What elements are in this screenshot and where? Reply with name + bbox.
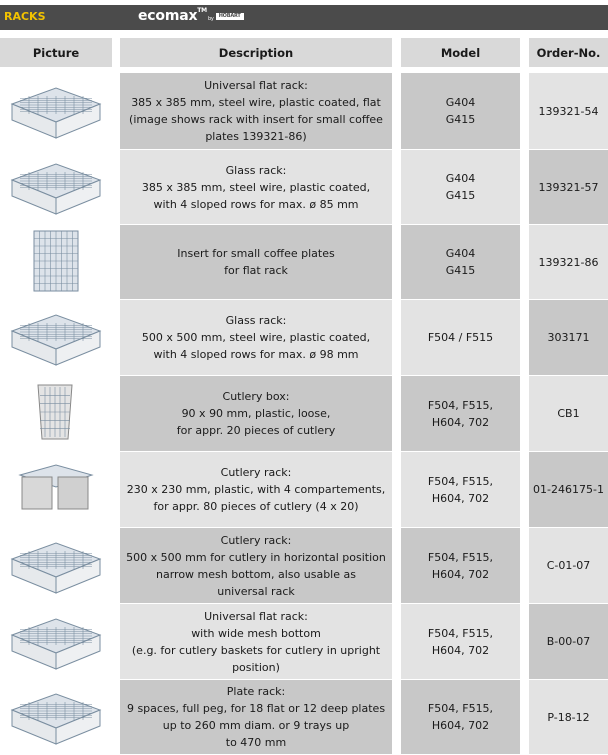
model-cell-line: H604, 702 [431, 491, 490, 505]
order-number-cell-line: 139321-86 [538, 255, 599, 269]
model-cell [401, 73, 520, 149]
description-cell-line: narrow mesh bottom, also usable as [156, 567, 356, 581]
order-number-cell-line: CB1 [557, 407, 580, 420]
order-number-cell [529, 300, 608, 375]
model-cell-line: G404 [445, 96, 476, 109]
description-cell-line: Cutlery box: [222, 390, 290, 403]
product-picture [0, 73, 112, 149]
description-cell-line: 9 spaces, full peg, for 18 flat or 12 deep plates [126, 702, 386, 715]
order-number-cell [529, 604, 608, 679]
description-cell-line: with 4 sloped rows for max. ø 85 mm [153, 197, 359, 211]
description-cell-line: for appr. 80 pieces of cutlery (4 x 20) [153, 500, 359, 513]
description-cell-line: 500 x 500 mm for cutlery in horizontal position [126, 550, 386, 564]
description-cell-line: Insert for small coffee plates [177, 247, 335, 260]
order-number-cell-line: 139321-54 [538, 104, 599, 118]
order-number-cell-line: P-18-12 [547, 710, 590, 724]
model-cell-line: H604, 702 [431, 415, 490, 429]
cutlery-box-icon [0, 377, 112, 451]
description-cell-line: plates 139321-86) [205, 130, 307, 143]
column-header-model: Model [401, 38, 520, 67]
model-cell [401, 300, 520, 375]
description-cell-line: 385 x 385 mm, steel wire, plastic coated, flat [131, 96, 381, 109]
top-bar [0, 5, 608, 30]
description-cell-line: Universal flat rack: [204, 609, 308, 623]
model-cell [401, 150, 520, 224]
model-cell-line: G404 [445, 247, 476, 260]
product-picture [0, 150, 112, 224]
model-cell-line: F504 / F515 [427, 331, 494, 344]
description-cell [120, 150, 392, 224]
model-cell-line: G404 [445, 172, 476, 185]
model-cell-line: F504, F515, [427, 474, 494, 488]
model-cell-line: F504, F515, [427, 550, 494, 564]
model-cell [401, 604, 520, 679]
cutlery-rack-mesh-icon [0, 529, 112, 603]
product-picture [0, 452, 112, 527]
description-cell [120, 300, 392, 375]
universal-flat-rack-icon [0, 605, 112, 679]
order-number-cell [529, 150, 608, 224]
description-cell-line: Cutlery rack: [220, 466, 292, 479]
description-cell-line: to 470 mm [225, 736, 287, 749]
model-cell [401, 376, 520, 451]
model-cell-line: F504, F515, [427, 626, 494, 640]
section-title: RACKS [4, 10, 46, 23]
description-cell-line: with 4 sloped rows for max. ø 98 mm [153, 348, 359, 361]
model-cell [401, 225, 520, 299]
description-cell-line: universal rack [217, 584, 295, 598]
product-picture [0, 680, 112, 754]
glass-rack-icon [0, 150, 112, 224]
model-cell-line: H604, 702 [431, 643, 490, 657]
description-cell [120, 680, 392, 754]
product-picture [0, 225, 112, 299]
description-cell-line: 500 x 500 mm, steel wire, plastic coated, [141, 331, 371, 344]
model-cell-line: F504, F515, [427, 702, 494, 715]
column-header-order: Order-No. [529, 38, 608, 67]
order-number-cell-line: 01-246175-1 [533, 483, 604, 496]
order-number-cell [529, 225, 608, 299]
description-cell-line: for appr. 20 pieces of cutlery [176, 424, 336, 437]
order-number-cell [529, 73, 608, 149]
model-cell-line: H604, 702 [431, 719, 490, 732]
order-number-cell-line: B-00-07 [546, 635, 591, 648]
model-cell-line: H604, 702 [431, 567, 490, 581]
order-number-cell-line: 139321-57 [538, 180, 599, 194]
description-cell-line: Glass rack: [225, 163, 287, 177]
plate-rack-icon [0, 680, 112, 754]
description-cell-line: Plate rack: [226, 685, 286, 698]
description-cell-line: 90 x 90 mm, plastic, loose, [181, 407, 331, 420]
order-number-cell [529, 528, 608, 603]
model-cell [401, 452, 520, 527]
description-cell-line: Cutlery rack: [220, 533, 292, 547]
column-header-picture: Picture [0, 38, 112, 67]
model-cell [401, 528, 520, 603]
order-number-cell [529, 452, 608, 527]
model-cell-line: G415 [445, 189, 476, 202]
glass-rack-large-icon [0, 301, 112, 375]
description-cell-line: up to 260 mm diam. or 9 trays up [162, 719, 350, 732]
product-picture [0, 300, 112, 375]
product-picture [0, 604, 112, 679]
description-cell-line: 385 x 385 mm, steel wire, plastic coated, [141, 180, 371, 194]
description-cell-line: (e.g. for cutlery baskets for cutlery in upright [131, 643, 381, 657]
product-picture [0, 376, 112, 451]
description-cell [120, 73, 392, 149]
order-number-cell [529, 680, 608, 754]
description-cell-line: position) [232, 660, 280, 674]
description-cell-line: Glass rack: [225, 314, 287, 327]
model-cell-line: F504, F515, [427, 398, 494, 412]
model-cell-line: G415 [445, 113, 476, 126]
column-header-description: Description [120, 38, 392, 67]
order-number-cell-line: 303171 [547, 331, 590, 344]
description-cell-line: with wide mesh bottom [191, 626, 321, 640]
flat-rack-icon [0, 74, 112, 148]
product-picture [0, 528, 112, 603]
model-cell [401, 680, 520, 754]
description-cell-line: (image shows rack with insert for small coffee [129, 113, 383, 126]
description-cell [120, 452, 392, 527]
model-cell-line: G415 [445, 264, 476, 277]
description-cell [120, 528, 392, 603]
description-cell-line: for flat rack [224, 264, 288, 277]
description-cell [120, 604, 392, 679]
description-cell-line: Universal flat rack: [204, 79, 308, 92]
order-number-cell-line: C-01-07 [546, 559, 591, 572]
description-cell [120, 376, 392, 451]
description-cell [120, 225, 392, 299]
ecomax-logo: ecomax™byHOBART [138, 8, 244, 24]
cutlery-rack-4-icon [0, 453, 112, 527]
order-number-cell [529, 376, 608, 451]
description-cell-line: 230 x 230 mm, plastic, with 4 compartements, [126, 483, 386, 496]
plate-insert-icon [0, 225, 112, 299]
